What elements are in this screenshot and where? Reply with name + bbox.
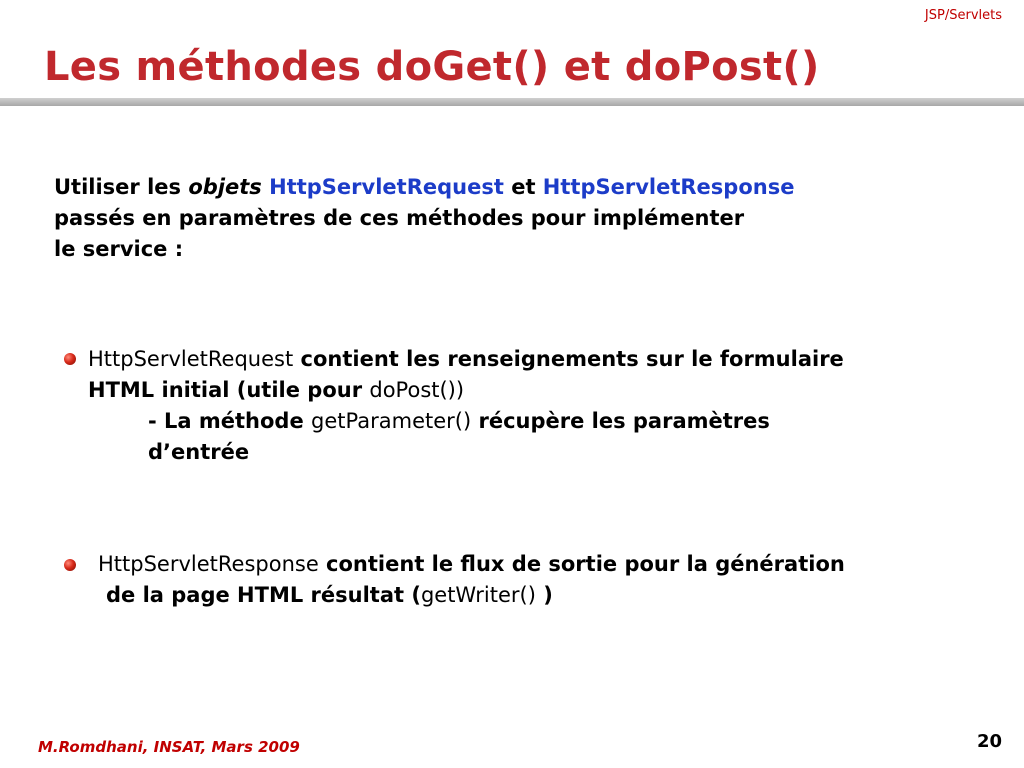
intro-line-3: le service : [54, 237, 184, 261]
sub-item-text-1: - La méthode [148, 409, 312, 433]
bullet-request-dopost: doPost() [369, 378, 456, 402]
page-number: 20 [976, 731, 1002, 752]
bullet-request-name: HttpServletRequest [88, 347, 294, 371]
bullet-response-getwriter: getWriter() [420, 583, 536, 607]
bullet-icon [64, 353, 76, 365]
bullet-request [88, 344, 1018, 468]
bullet-response-text-2: de la page HTML résultat ( [106, 583, 421, 607]
slide-title: Les méthodes doGet() et doPost() [44, 44, 820, 90]
intro-response-class: HttpServletResponse [542, 175, 795, 199]
bullet-response-text-1: contient le flux de sortie pour la génération [318, 552, 845, 576]
intro-et: et [503, 175, 543, 199]
header-tag: JSP/Servlets [924, 8, 1002, 23]
bullet-icon [64, 559, 76, 571]
footer-author: M.Romdhani, INSAT, Mars 2009 [38, 738, 300, 756]
bullet-request-text-1: contient les renseignements sur le formulaire [293, 347, 844, 371]
intro-paragraph [54, 172, 1014, 265]
bullet-response-close: ) [535, 583, 553, 607]
sub-item-text-2: récupère les paramètres [471, 409, 770, 433]
intro-text: Utiliser les [54, 175, 189, 199]
intro-objets: objets [188, 175, 262, 199]
intro-request-class: HttpServletRequest [269, 175, 504, 199]
bullet-request-close: ) [455, 378, 465, 402]
bullet-request-text-2: HTML initial (utile pour [88, 378, 370, 402]
bullet-response [98, 549, 1018, 611]
sub-item-text-3: d’entrée [148, 440, 250, 464]
bullet-response-name: HttpServletResponse [98, 552, 319, 576]
intro-line-2: passés en paramètres de ces méthodes pour implémenter [54, 206, 745, 230]
title-divider [0, 98, 1024, 106]
sub-item-getparameter: getParameter() [311, 409, 472, 433]
